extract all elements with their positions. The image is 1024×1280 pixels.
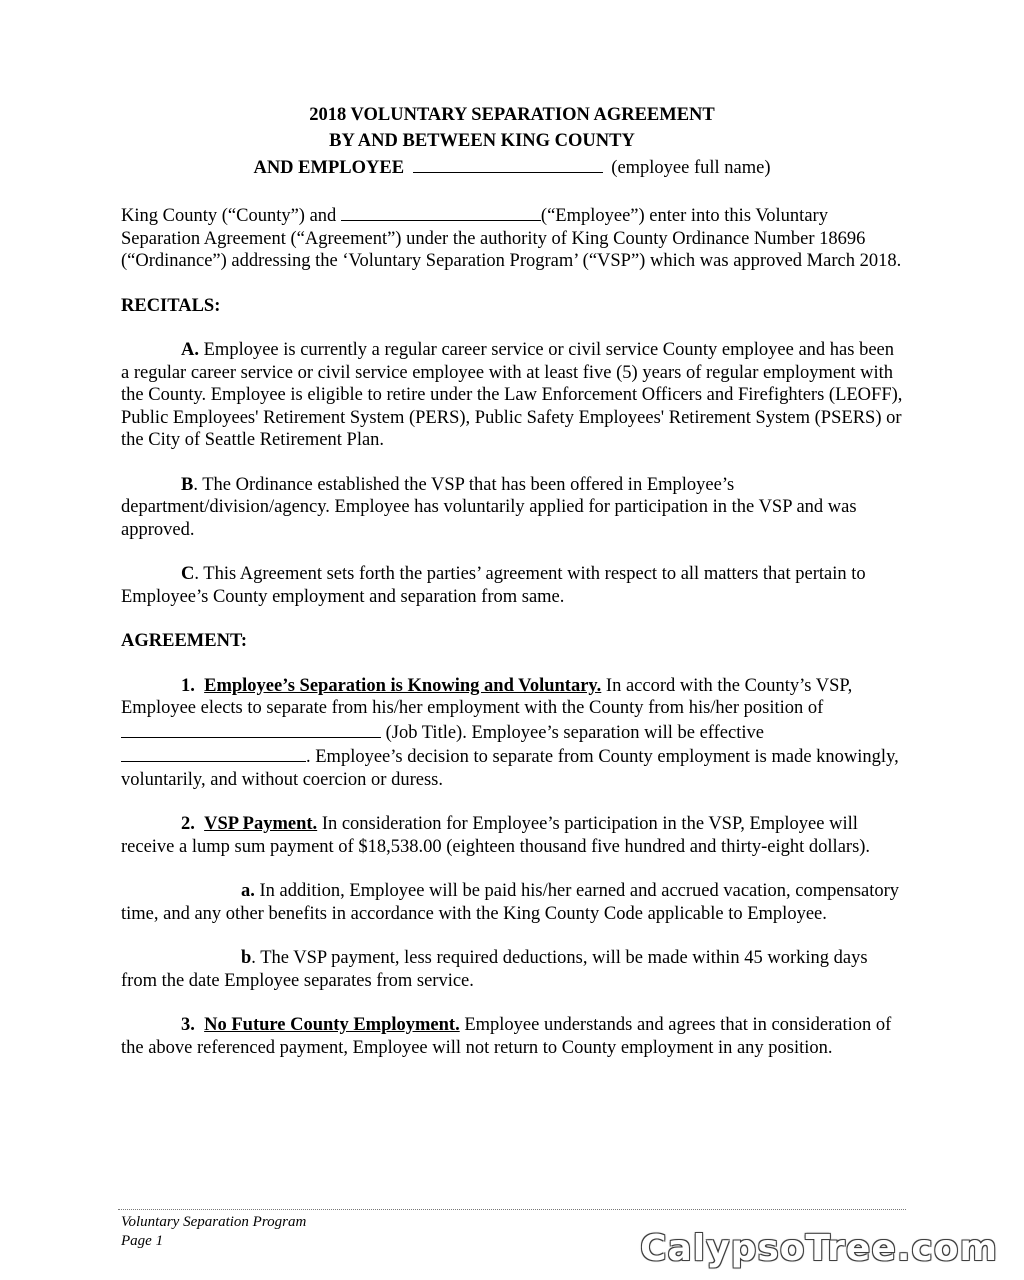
recital-b-label: B xyxy=(181,474,194,495)
section-1-text-2: (Job Title). Employee’s separation will be effective xyxy=(381,722,764,743)
section-1 xyxy=(121,675,906,792)
section-2-text: In consideration for Employee’s participation in the VSP, Employee will receive a lump sum payment of $18,538.00 (eighteen thousand five hundred and thirty-eight dollars). xyxy=(121,814,871,857)
section-3-text: Employee understands and agrees that in consideration of the above referenced payment, Employee will not return to County employment in any position. xyxy=(121,1015,892,1058)
effective-date-blank[interactable] xyxy=(121,744,306,762)
section-1-number: 1. xyxy=(181,675,195,696)
section-3-number: 3. xyxy=(181,1015,195,1035)
recital-a-text: Employee is currently a regular career service or civil service County employee and has been a regular career service or civil service employee with at least five (5) years of regular employment with the County. Employee is eligible to retire under the Law Enforcement Officers and Firefighters (LEOFF), Public Employees' Retirement System (PERS), Public Safety Employees' Retirement System (PSERS) or the City of Seattle Retirement Plan. xyxy=(121,340,903,450)
agreement-title xyxy=(0,102,1024,181)
title-line-2: BY AND BETWEEN KING COUNTY xyxy=(329,131,635,151)
intro-text-1: King County (“County”) and xyxy=(121,206,341,226)
title-line-3-prefix: AND EMPLOYEE xyxy=(253,158,405,178)
employee-name-blank[interactable] xyxy=(413,154,603,173)
employee-blank[interactable] xyxy=(341,203,541,221)
section-2a-label: a. xyxy=(241,881,255,901)
section-2 xyxy=(121,813,906,858)
recital-c-label: C xyxy=(181,564,195,584)
recital-a-label: A. xyxy=(181,340,199,360)
section-2b-label: b xyxy=(241,948,252,968)
section-2a xyxy=(121,880,906,925)
section-3-title: No Future County Employment. xyxy=(204,1015,460,1035)
section-2a-text: In addition, Employee will be paid his/her earned and accrued vacation, compensatory time, and any other benefits in accordance with the King County Code applicable to Employee. xyxy=(121,881,900,924)
job-title-blank[interactable] xyxy=(121,720,381,738)
recital-b xyxy=(121,474,906,542)
section-2-title: VSP Payment. xyxy=(204,814,318,834)
section-2b-text: . The VSP payment, less required deductions, will be made within 45 working days from the date Employee separates from service. xyxy=(121,948,868,991)
recital-c-text: . This Agreement sets forth the parties’ agreement with respect to all matters that pertain to Employee’s County employment and separation from same. xyxy=(121,564,866,607)
employee-name-hint: (employee full name) xyxy=(611,158,771,178)
footer-program: Voluntary Separation Program xyxy=(121,1214,307,1230)
recital-c xyxy=(121,563,906,608)
intro-paragraph xyxy=(121,203,906,273)
section-1-text-1: In accord with the County’s VSP, Employee elects to separate from his/her employment with the County from his/her position of xyxy=(121,675,853,718)
watermark: CalypsoTree.com xyxy=(640,1228,998,1269)
section-1-title: Employee’s Separation is Knowing and Voluntary. xyxy=(204,675,602,696)
agreement-heading: AGREEMENT: xyxy=(121,631,248,651)
intro-text-2: (“Employee”) enter into this Voluntary Separation Agreement (“Agreement”) under the authority of King County Ordinance Number 18696 (“Ordinance”) addressing the ‘Voluntary Separation Program’ (“VSP”) which was approved March 2018. xyxy=(121,206,902,271)
footer-divider xyxy=(118,1209,906,1210)
agreement-body xyxy=(121,203,906,1081)
section-1-text-3: . Employee’s decision to separate from County employment is made knowingly, voluntarily, and without coercion or duress. xyxy=(121,747,899,790)
recitals-heading: RECITALS: xyxy=(121,295,221,316)
recital-b-text: . The Ordinance established the VSP that has been offered in Employee’s department/division/agency. Employee has voluntarily applied for participation in the VSP and was approved. xyxy=(121,474,857,540)
title-line-3 xyxy=(0,154,1024,181)
footer-page-number: Page 1 xyxy=(121,1233,164,1249)
title-line-1: 2018 VOLUNTARY SEPARATION AGREEMENT xyxy=(309,105,715,125)
recital-a xyxy=(121,339,906,452)
section-2-number: 2. xyxy=(181,814,195,834)
section-3 xyxy=(121,1014,906,1059)
page-footer xyxy=(121,1213,306,1251)
section-2b xyxy=(121,947,906,992)
